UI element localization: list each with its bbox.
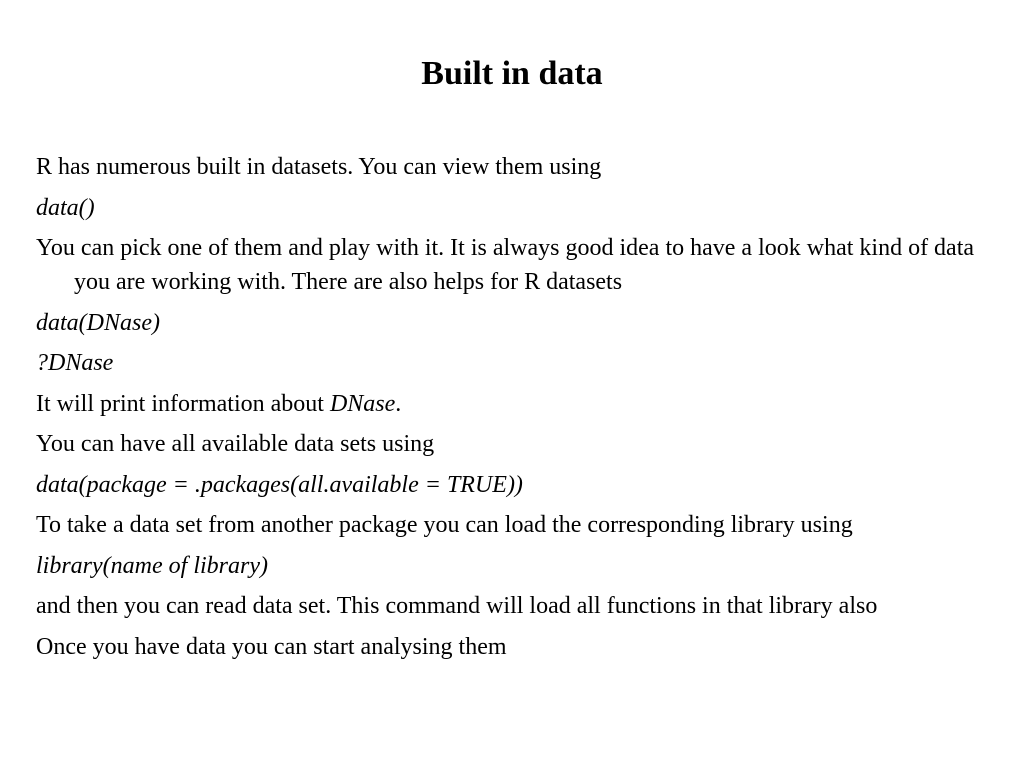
read-dataset-text: and then you can read data set. This command will load all functions in that library also: [36, 593, 878, 619]
code-help-dnase: ?DNase: [36, 350, 114, 376]
code-all-packages: data(package = .packages(all.available = TRUE)): [36, 471, 523, 498]
print-info-dataset-name: DNase: [329, 390, 396, 417]
start-analysing-text: Once you have data you can start analysing them: [36, 633, 507, 660]
print-info-prefix: It will print information about: [36, 390, 330, 417]
slide-title: Built in data: [421, 55, 603, 92]
pick-dataset-text: You can pick one of them and play with it. It is always good idea to have a look what kind of data you are working with. There are also helps for R datasets: [36, 235, 975, 295]
print-info-text: [36, 387, 1008, 421]
code-library: library(name of library): [36, 552, 268, 579]
intro-text: R has numerous built in datasets. You can view them using: [36, 154, 602, 180]
code-data-list: data(): [36, 194, 95, 221]
slide-body: [36, 150, 1008, 670]
print-info-suffix: .: [395, 390, 402, 417]
code-data-dnase: data(DNase): [36, 309, 160, 336]
all-datasets-text: You can have all available data sets using: [36, 431, 435, 457]
other-package-text: To take a data set from another package you can load the corresponding library using: [36, 512, 853, 538]
